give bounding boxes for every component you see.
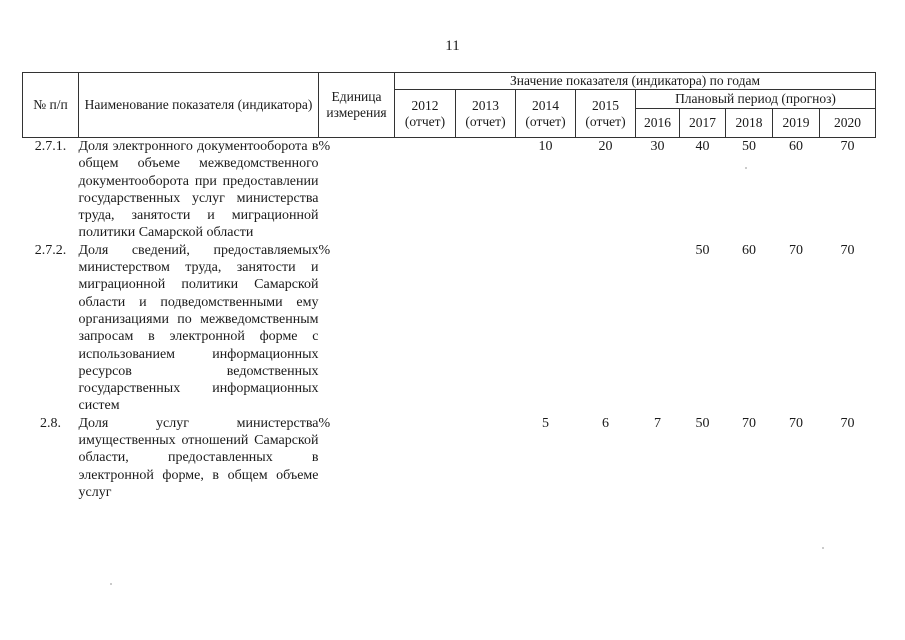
row-number: 2.8. [40, 415, 61, 431]
table-row [23, 415, 876, 501]
scan-speck [822, 547, 824, 549]
value-2012 [395, 138, 456, 242]
scan-speck [110, 583, 112, 585]
table-row [23, 138, 876, 242]
value-2017: 50 [695, 242, 710, 258]
table-row [23, 242, 876, 415]
value-2014: 10 [538, 139, 553, 154]
header-year-2018: 2018 [726, 109, 773, 138]
value-2020: 70 [840, 242, 855, 258]
value-2016: 30 [650, 139, 665, 154]
value-2013 [456, 415, 516, 501]
value-2020: 70 [840, 415, 855, 431]
value-2015 [576, 242, 636, 415]
row-number: 2.7.2. [34, 242, 67, 258]
value-2018: 60 [742, 242, 756, 258]
value-2017: 50 [695, 415, 710, 431]
header-year-2013: 2013 (отчет) [456, 90, 516, 138]
indicator-table [22, 72, 876, 501]
value-2019: 60 [789, 139, 803, 154]
scan-speck [745, 167, 747, 169]
unit-cell: % [318, 415, 331, 431]
header-planned-group: Плановый период (прогноз) [636, 90, 876, 109]
page-number: 11 [445, 38, 460, 54]
value-2013 [456, 242, 516, 415]
value-2012 [395, 415, 456, 501]
value-2018: 50 [742, 139, 756, 154]
header-year-2015: 2015 (отчет) [576, 90, 636, 138]
indicator-name: Доля сведений, предоставляемых министерством труда, занятости и миграционной политики Самарской области и подведомственными ему организациями по межведомственным запросам в электронной форме с использованием информационных ресурсов ведомственных государственных информационных систем [78, 242, 319, 414]
value-2016 [636, 242, 680, 415]
value-2014: 5 [542, 415, 549, 431]
header-name: Наименование показателя (индикатора) [79, 73, 319, 138]
value-2013 [456, 138, 516, 242]
value-2020: 70 [840, 139, 855, 154]
header-num: № п/п [23, 73, 79, 138]
header-year-2017: 2017 [680, 109, 726, 138]
value-2019: 70 [789, 415, 803, 431]
value-2014 [516, 242, 576, 415]
table-header [23, 73, 876, 138]
value-2017: 40 [695, 139, 710, 154]
header-year-2016: 2016 [636, 109, 680, 138]
header-year-2019: 2019 [773, 109, 820, 138]
row-number: 2.7.1. [34, 139, 67, 154]
indicator-name: Доля услуг министерства имущественных отношений Самарской области, предоставленных в электронной форме, в общем объеме услуг [78, 415, 319, 500]
header-unit: Единица измерения [319, 73, 395, 138]
unit-cell: % [318, 139, 331, 154]
value-2018: 70 [742, 415, 756, 431]
header-year-2014: 2014 (отчет) [516, 90, 576, 138]
value-2012 [395, 242, 456, 415]
value-2015: 6 [602, 415, 609, 431]
table-body [23, 138, 876, 502]
header-year-2020: 2020 [820, 109, 876, 138]
value-2015: 20 [598, 139, 613, 154]
value-2016: 7 [654, 415, 661, 431]
header-values-group: Значение показателя (индикатора) по годам [395, 73, 876, 90]
value-2019: 70 [789, 242, 803, 258]
header-year-2012: 2012 (отчет) [395, 90, 456, 138]
unit-cell: % [318, 242, 331, 258]
indicator-name: Доля электронного документооборота в общем объеме межведомственного документооборота при предоставлении государственных услуг министерства труда, занятости и миграционной политики Самарской области [78, 139, 319, 241]
